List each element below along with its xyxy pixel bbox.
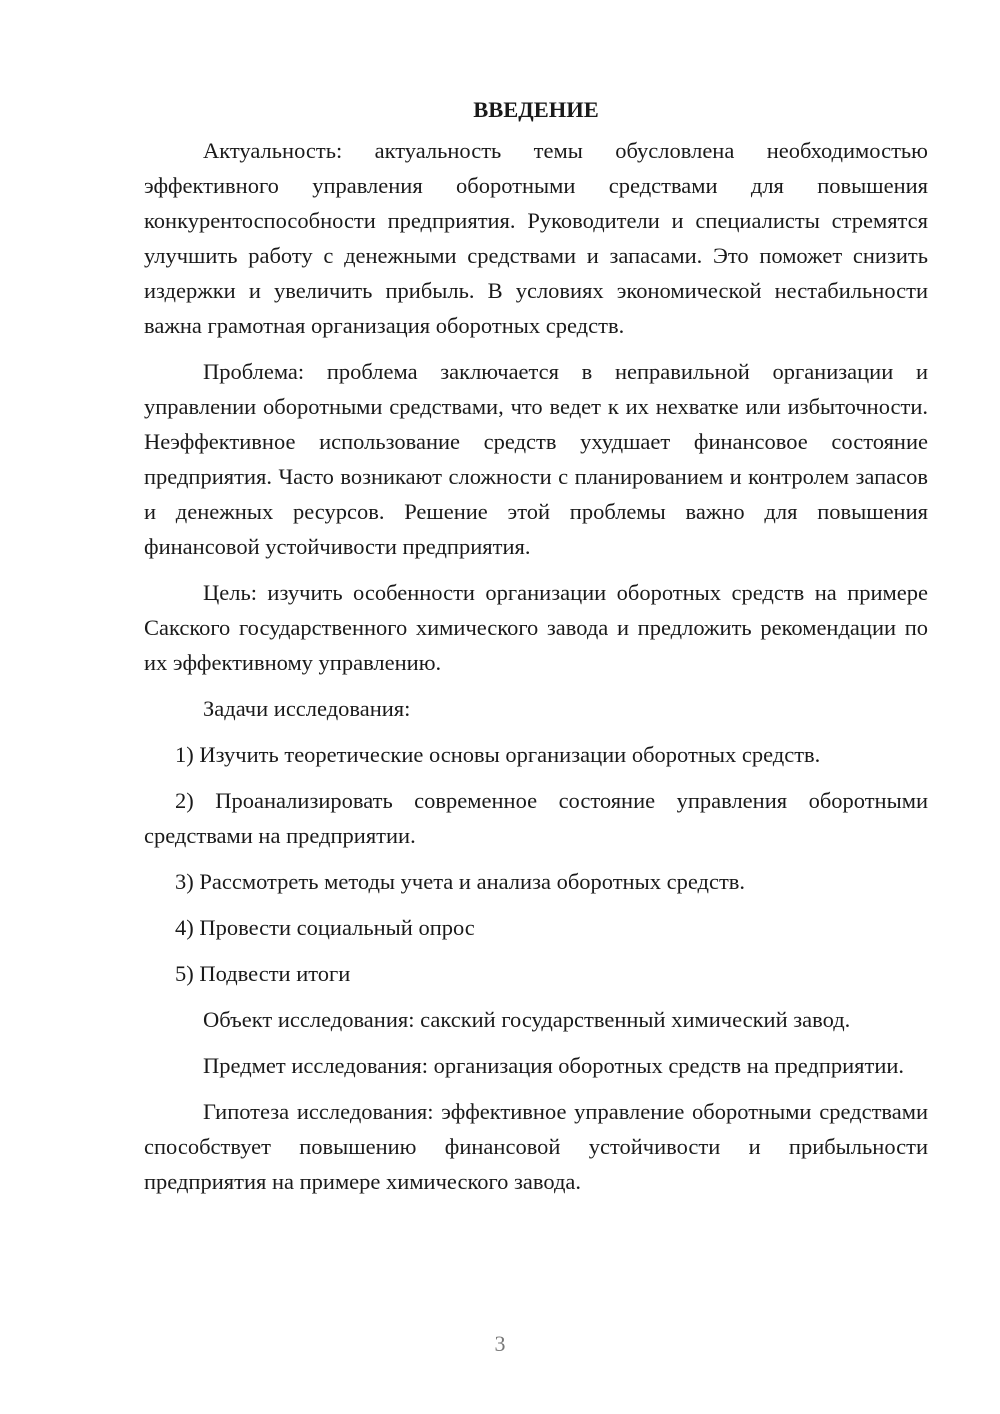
task-item-4: 4) Провести социальный опрос	[175, 915, 475, 940]
hypothesis-paragraph: Гипотеза исследования: эффективное управление оборотными средствами способствует повышению финансовой устойчивости и прибыльности предприятия на примере химического завода.	[144, 1099, 928, 1194]
object-paragraph: Объект исследования: сакский государственный химический завод.	[203, 1007, 851, 1032]
task-item-2: 2) Проанализировать современное состояние управления оборотными средствами на предприятии.	[144, 788, 928, 848]
goal-paragraph: Цель: изучить особенности организации оборотных средств на примере Сакского государственного химического завода и предложить рекомендации по их эффективному управлению.	[144, 580, 928, 675]
subject-paragraph: Предмет исследования: организация оборотных средств на предприятии.	[203, 1053, 905, 1078]
page-number: 3	[494, 1331, 506, 1356]
task-item-3: 3) Рассмотреть методы учета и анализа оборотных средств.	[175, 869, 746, 894]
section-title: ВВЕДЕНИЕ	[473, 97, 599, 122]
document-page	[144, 92, 928, 1210]
task-item-5: 5) Подвести итоги	[175, 961, 351, 986]
task-item-1: 1) Изучить теоретические основы организации оборотных средств.	[175, 742, 821, 767]
problem-paragraph: Проблема: проблема заключается в неправильной организации и управлении оборотными средствами, что ведет к их нехватке или избыточности. Неэффективное использование средств ухудшает финансовое состояние предприятия. Часто возникают сложности с планированием и контролем запасов и денежных ресурсов. Решение этой проблемы важно для повышения финансовой устойчивости предприятия.	[144, 359, 928, 559]
tasks-heading: Задачи исследования:	[203, 696, 411, 721]
relevance-paragraph: Актуальность: актуальность темы обусловлена необходимостью эффективного управления оборотными средствами для повышения конкурентоспособности предприятия. Руководители и специалисты стремятся улучшить работу с денежными средствами и запасами. Это поможет снизить издержки и увеличить прибыль. В условиях экономической нестабильности важна грамотная организация оборотных средств.	[144, 138, 928, 338]
